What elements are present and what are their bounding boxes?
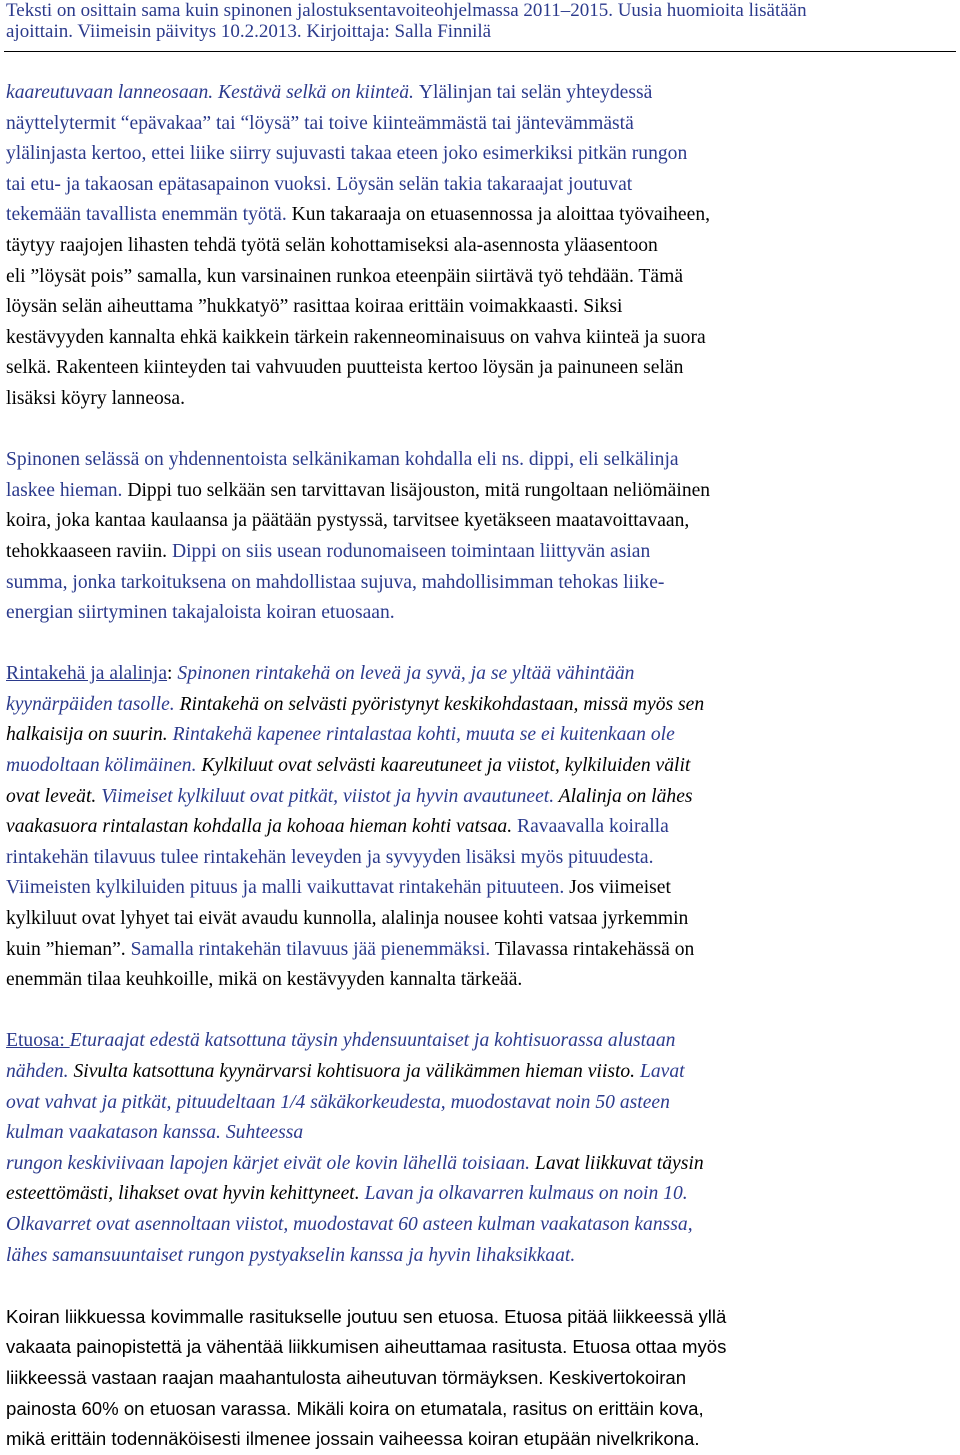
text-line: rintakehän tilavuus tulee rintakehän leveyden ja syvyyden lisäksi myös pituudesta. — [6, 846, 654, 868]
text-run: Dippi tuo selkään sen tarvittavan lisäjouston, mitä rungoltaan neliömäinen — [127, 479, 711, 501]
text-line: ylälinjasta kertoo, ettei liike siirry sujuvasti takaa eteen joko esimerkiksi pitkän rungon — [6, 143, 688, 165]
text-run: Alalinja on lähes — [558, 785, 693, 807]
text-line: painosta 60% on etuosan varassa. Mikäli koira on etumatala, rasitus on erittäin kova, — [6, 1397, 704, 1419]
text-line: selkä. Rakenteen kiinteyden tai vahvuuden puutteista kertoo löysän ja painuneen selän — [6, 357, 684, 379]
text-run: Ravaavalla koiralla — [517, 816, 669, 838]
text-run: kyynärpäiden tasolle. — [6, 693, 180, 715]
text-run: kuin ”hieman”. — [6, 938, 131, 960]
text-run: Spinonen rintakehä on leveä ja syvä, ja se yltää vähintään — [172, 663, 635, 685]
text-run: halkaisija on suurin. — [6, 724, 173, 746]
text-line: Spinonen selässä on yhdennentoista selkänikaman kohdalla eli ns. dippi, eli selkälinja — [6, 449, 679, 471]
text-run: esteettömästi, lihakset ovat hyvin kehittyneet. — [6, 1183, 365, 1205]
text-run: Sivulta katsottuna kyynärvarsi kohtisuora ja välikämmen hieman viisto. — [73, 1061, 640, 1082]
text-line: eli ”löysät pois” samalla, kun varsinainen runkoa eteenpäin siirtävä työ tehdään. Tämä — [6, 265, 684, 287]
text-run: tekemään tavallista enemmän työtä. — [6, 204, 292, 226]
page-header — [6, 0, 956, 42]
paragraph-chest — [6, 659, 952, 996]
document-body — [6, 78, 952, 1455]
text-run: ovat leveät. — [6, 785, 102, 807]
text-line: kestävyyden kannalta ehkä kaikkein tärkein rakenneominaisuus on vahva kiinteä ja suora — [6, 326, 706, 348]
text-line: lähes samansuuntaiset rungon pystyakselin kanssa ja hyvin lihaksikkaat. — [6, 1244, 576, 1266]
text-run: rungon keskiviivaan lapojen kärjet eivät ole kovin lähellä toisiaan. — [6, 1152, 535, 1174]
paragraph-movement — [6, 1302, 952, 1455]
text-run: Rintakehä kapenee rintalastaa kohti, muuta se ei kuitenkaan ole — [172, 724, 675, 746]
text-run: Lavat — [639, 1061, 685, 1082]
text-run: nähden. — [6, 1061, 74, 1082]
header-line-1: Teksti on osittain sama kuin spinonen jalostuksentavoiteohjelmassa 2011–2015. Uusia huomioita lisätään — [6, 0, 807, 21]
header-line-2: ajoittain. Viimeisin päivitys 10.2.2013. Kirjoittaja: Salla Finnilä — [6, 21, 492, 42]
text-line: summa, jonka tarkoituksena on mahdollistaa sujuva, mahdollisimman tehokas liike- — [6, 571, 665, 593]
text-line: Olkavarret ovat asennoltaan viistot, muodostavat 60 asteen kulman vaakatason kanssa, — [6, 1213, 693, 1235]
text-run: Samalla rintakehän tilavuus jää pienemmäksi. — [130, 938, 495, 960]
text-line: lisäksi köyry lanneosa. — [6, 387, 186, 409]
text-run: Tilavassa rintakehässä on — [494, 938, 695, 960]
text-run: Viimeiset kylkiluut ovat pitkät, viistot ja hyvin avautuneet. — [101, 785, 559, 807]
text-run: vaakasuora rintalastan kohdalla ja kohoaa hieman kohti vatsaa. — [6, 816, 518, 838]
text-line: löysän selän aiheuttama ”hukkatyö” rasittaa koiraa erittäin voimakkaasti. Siksi — [6, 296, 623, 318]
header-divider — [4, 51, 956, 52]
text-line: kulman vaakatason kanssa. Suhteessa — [6, 1122, 304, 1144]
text-run: laskee hieman. — [6, 479, 128, 501]
text-line: täytyy raajojen lihasten tehdä työtä selän kohottamiseksi ala-asennosta yläasentoon — [6, 234, 658, 256]
text-line: liikkeessä vastaan raajan maahantulosta aiheutuvan törmäyksen. Keskivertokoiran — [6, 1366, 687, 1388]
text-run: Lavan ja olkavarren kulmaus on noin 10. — [364, 1183, 688, 1205]
text-run: Eturaajat edestä katsottuna täysin yhdensuuntaiset ja kohtisuorassa alustaan — [69, 1030, 676, 1052]
text-line: energian siirtyminen takajaloista koiran etuosaan. — [6, 602, 395, 624]
section-heading-fore: Etuosa: — [6, 1030, 70, 1052]
text-line: Koiran liikkuessa kovimmalle rasitukselle joutuu sen etuosa. Etuosa pitää liikkeessä yllä — [6, 1305, 727, 1327]
text-run: tehokkaaseen raviin. — [6, 540, 172, 562]
text-run: Kun takaraaja on etuasennossa ja aloittaa työvaiheen, — [291, 204, 711, 226]
paragraph-back — [6, 78, 952, 415]
paragraph-fore — [6, 1026, 952, 1271]
paragraph-dip — [6, 445, 952, 629]
text-line: koira, joka kantaa kaulaansa ja päätään pystyssä, tarvitsee kyetäkseen maatavoittavaan, — [6, 510, 690, 532]
text-run: Jos viimeiset — [569, 877, 671, 899]
text-run: Rintakehä on selvästi pyöristynyt keskikohdastaan, missä myös sen — [179, 693, 705, 715]
text-run: Kylkiluut ovat selvästi kaareutuneet ja viistot, kylkiluiden välit — [201, 755, 691, 777]
text-line: mikä erittäin todennäköisesti ilmenee jossain vaiheessa koiran etupään nivelkrikona. — [6, 1428, 700, 1450]
text-run: : — [167, 663, 173, 685]
text-line: enemmän tilaa keuhkoille, mikä on kestävyyden kannalta tärkeää. — [6, 969, 523, 991]
text-run: kaareutuvaan lanneosaan. Kestävä selkä on kiinteä. — [6, 82, 419, 103]
text-run: Viimeisten kylkiluiden pituus ja malli vaikuttavat rintakehän pituuteen. — [6, 877, 570, 899]
text-line: ovat vahvat ja pitkät, pituudeltaan 1/4 säkäkorkeudesta, muodostavat noin 50 asteen — [6, 1091, 670, 1113]
text-line: vakaata painopistettä ja vähentää liikkumisen aiheuttamaa rasitusta. Etuosa ottaa myös — [6, 1336, 727, 1358]
text-line: tai etu- ja takaosan epätasapainon vuoksi. Löysän selän takia takaraajat joutuvat — [6, 173, 633, 195]
text-run: Ylälinjan tai selän yhteydessä — [418, 82, 653, 103]
section-heading-chest: Rintakehä ja alalinja — [6, 663, 168, 685]
text-run: muodoltaan kölimäinen. — [6, 755, 202, 777]
text-line: näyttelytermit “epävakaa” tai “löysä” tai toive kiinteämmästä tai jäntevämmästä — [6, 112, 634, 134]
text-run: Lavat liikkuvat täysin — [534, 1152, 704, 1174]
text-run: Dippi on siis usean rodunomaiseen toimintaan liittyvän asian — [171, 540, 651, 562]
text-line: kylkiluut ovat lyhyet tai eivät avaudu kunnolla, alalinja nousee kohti vatsaa jyrkemmin — [6, 908, 689, 930]
